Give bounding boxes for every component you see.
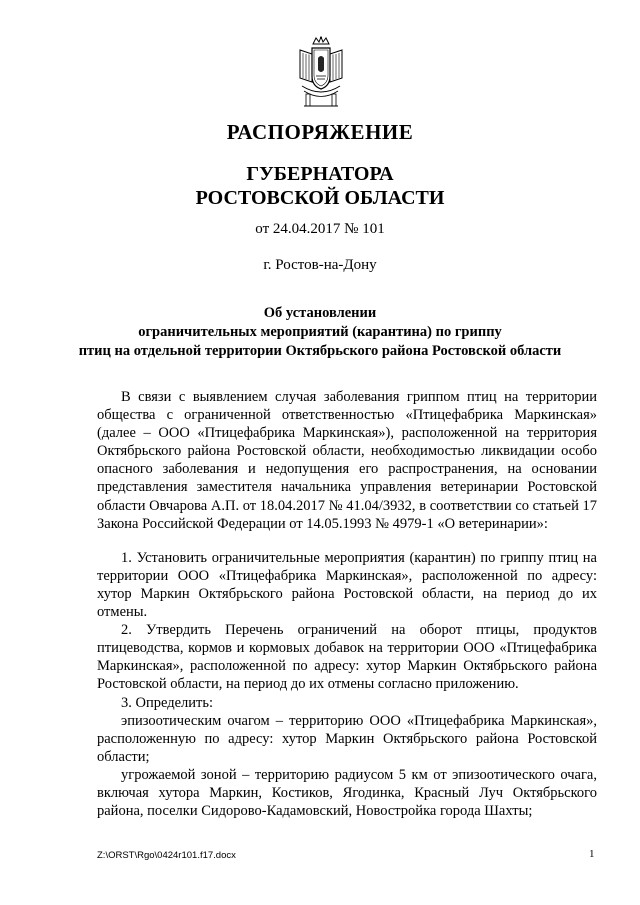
subject-line-2: ограничительных мероприятий (карантина) по гриппу bbox=[138, 324, 502, 340]
subject-line-3: птиц на отдельной территории Октябрьского района Ростовской области bbox=[78, 343, 562, 359]
coat-of-arms-icon bbox=[296, 36, 346, 108]
footer-file-path: Z:\ORST\Rgo\0424r101.f17.docx bbox=[97, 850, 236, 861]
issuer-line-2: РОСТОВСКОЙ ОБЛАСТИ bbox=[195, 187, 445, 209]
issuer-title bbox=[0, 162, 640, 210]
document-subject bbox=[0, 304, 640, 361]
subject-line-1: Об установлении bbox=[263, 305, 377, 321]
item-3-paragraph: 3. Определить: bbox=[121, 694, 214, 711]
preamble-paragraph: В связи с выявлением случая заболевания гриппом птиц на территории общества с ограниченной ответственностью «Птицефабрика Маркинская» (далее – ООО «Птицефабрика Маркинская»), расположенной на территория Октябрьского района Ростовской области, необходимостью ликвидации особо опасного заболевания и недопущения его распространения, на основании представления заместителя начальника управления ветеринарии Ростовской области Овчарова А.П. от 18.04.2017 № 41.04/3932, в соответствии со статьей 17 Закона Российской Федерации от 14.05.1993 № 4979-1 «О ветеринарии»: bbox=[97, 389, 597, 532]
date-number: от 24.04.2017 № 101 bbox=[255, 221, 385, 237]
issuer-line-1: ГУБЕРНАТОРА bbox=[246, 163, 394, 185]
item-1-paragraph: 1. Установить ограничительные мероприятия (карантин) по гриппу птиц на территории ООО «Птицефабрика Маркинская», расположенной по адресу: хутор Маркин Октябрьского района Ростовской области, на период до их отмены. bbox=[97, 549, 597, 621]
item-3a-paragraph: эпизоотическим очагом – территорию ООО «Птицефабрика Маркинская», расположенную по адресу: хутор Маркин Октябрьского района Ростовской области; bbox=[97, 712, 597, 765]
item-3b-paragraph: угрожаемой зоной – территорию радиусом 5 км от эпизоотического очага, включая хутора Маркин, Костиков, Ягодинка, Красный Луч Октябрьского района, поселки Сидорово-Кадамовский, Новостройка города Шахты; bbox=[97, 766, 597, 820]
document-type-title: РАСПОРЯЖЕНИЕ bbox=[226, 120, 414, 144]
place-of-issue: г. Ростов-на-Дону bbox=[263, 257, 377, 273]
footer-page-number: 1 bbox=[589, 848, 595, 860]
item-2-paragraph: 2. Утвердить Перечень ограничений на оборот птицы, продуктов птицеводства, кормов и кормовых добавок на территории ООО «Птицефабрика Маркинская», расположенной по адресу: хутор Маркин Октябрьского района Ростовской области, на период до их отмены согласно приложению. bbox=[97, 622, 597, 693]
document-body bbox=[97, 388, 597, 820]
